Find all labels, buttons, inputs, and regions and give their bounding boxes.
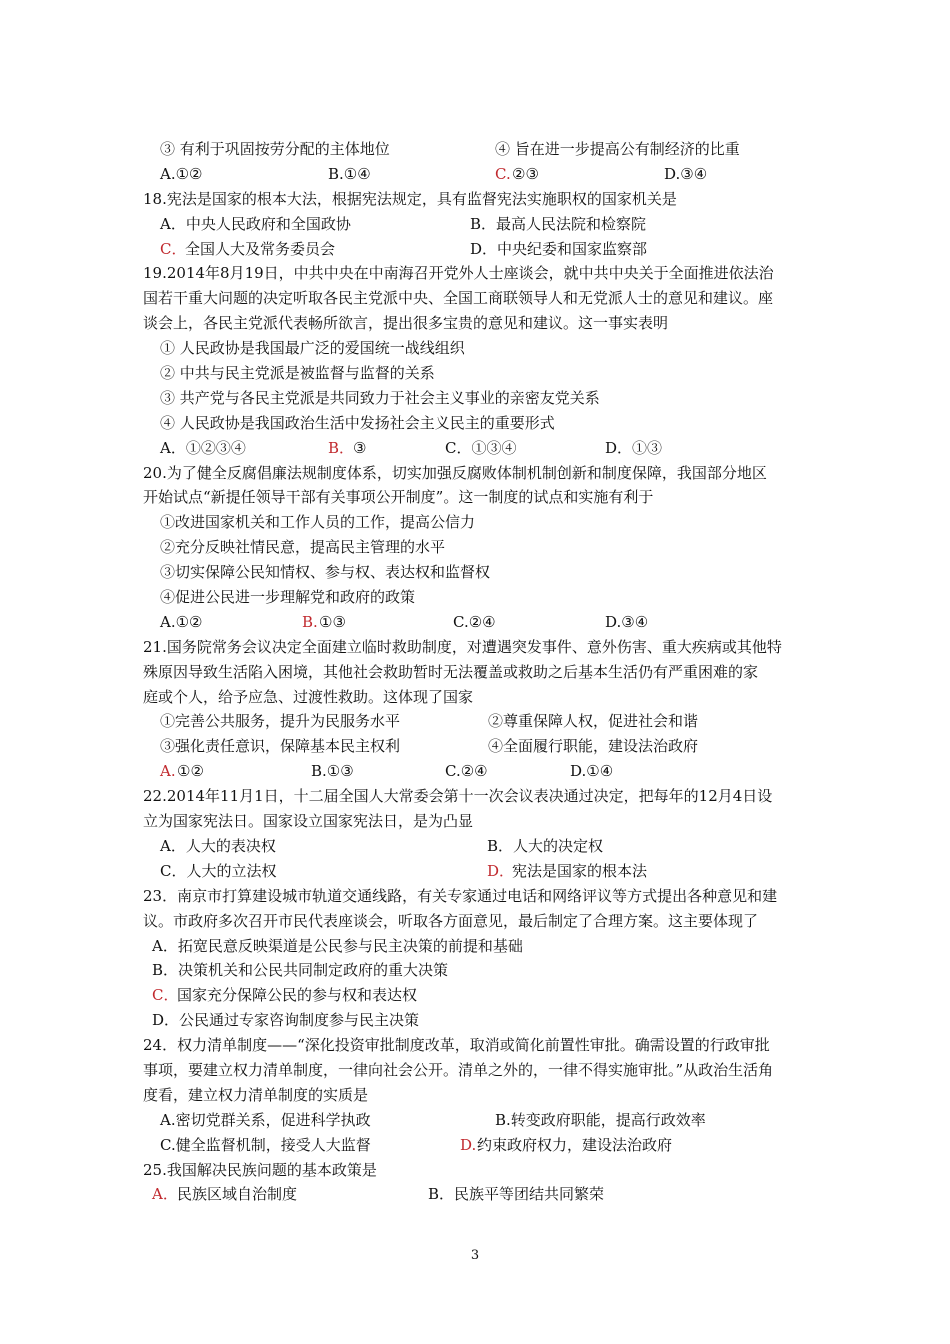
text-line — [0, 187, 950, 212]
text-line — [0, 859, 950, 884]
text-segment: A．①②③④ — [160, 438, 246, 457]
text-line — [0, 685, 950, 710]
text-segment: 21.国务院常务会议决定全面建立临时救助制度，对遭遇突发事件、意外伤害、重大疾病或其他特 — [143, 637, 782, 656]
text-line — [0, 1133, 950, 1158]
text-segment: 立为国家宪法日。国家设立国家宪法日，是为凸显 — [143, 812, 474, 831]
text-line — [0, 958, 950, 983]
page-number: 3 — [470, 1248, 480, 1263]
text-segment: 宪法是国家的根本法 — [512, 861, 648, 880]
text-segment: C.健全监督机制，接受人大监督 — [160, 1135, 371, 1154]
text-line — [0, 137, 950, 162]
text-segment: 国家充分保障公民的参与权和表达权 — [177, 986, 418, 1005]
text-segment: D.①④ — [570, 762, 614, 781]
text-segment: ①② — [177, 762, 204, 781]
text-segment: 度看，建立权力清单制度的实质是 — [143, 1085, 369, 1104]
text-segment: 国若干重大问题的决定听取各民主党派中央、全国工商联领导人和无党派人士的意见和建议。座 — [143, 289, 774, 308]
text-segment: ④促进公民进一步理解党和政府的政策 — [160, 588, 416, 607]
text-line — [0, 660, 950, 685]
answer-marker: D． — [487, 861, 515, 880]
text-line — [0, 834, 950, 859]
text-segment: A.①② — [160, 612, 203, 631]
text-segment: D．中央纪委和国家监察部 — [470, 239, 648, 258]
text-segment: ②充分反映社情民意，提高民主管理的水平 — [160, 538, 446, 557]
text-segment: ③ 有利于巩固按劳分配的主体地位 — [160, 140, 390, 158]
text-line — [0, 1058, 950, 1083]
text-segment: 庭或个人，给予应急、过渡性救助。这体现了国家 — [143, 687, 474, 706]
text-segment: B．最高人民法院和检察院 — [470, 214, 647, 233]
text-segment: 20.为了健全反腐倡廉法规制度体系，切实加强反腐败体制机制创新和制度保障，我国部分地区 — [143, 463, 767, 482]
text-line — [0, 635, 950, 660]
text-line — [0, 286, 950, 311]
text-line — [0, 1008, 950, 1033]
text-segment: ①完善公共服务，提升为民服务水平 — [160, 712, 401, 731]
text-line — [0, 311, 950, 336]
text-line — [0, 1108, 950, 1133]
text-segment: B.①③ — [311, 762, 354, 781]
text-segment: ①改进国家机关和工作人员的工作，提高公信力 — [160, 513, 476, 532]
text-line — [0, 336, 950, 361]
text-line — [0, 809, 950, 834]
text-segment: B．决策机关和公民共同制定政府的重大决策 — [152, 961, 449, 980]
text-segment: C．①③④ — [445, 438, 517, 457]
text-line — [0, 610, 950, 635]
text-segment: B．人大的决定权 — [487, 836, 604, 855]
text-segment: 22.2014年11月1日，十二届全国人大常委会第十一次会议表决通过决定，把每年的12月4日设 — [143, 787, 773, 806]
text-line — [0, 1182, 950, 1207]
text-segment: ④全面履行职能，建设法治政府 — [488, 737, 699, 756]
text-segment: A.密切党群关系，促进科学执政 — [160, 1110, 371, 1129]
text-segment: 23．南京市打算建设城市轨道交通线路，有关专家通过电话和网络评议等方式提出各种意见和建 — [143, 886, 778, 905]
text-segment: 民族区域自治制度 — [177, 1185, 298, 1204]
text-line — [0, 934, 950, 959]
text-segment: 事项，要建立权力清单制度，一律向社会公开。清单之外的，一律不得实施审批。”从政治生活角 — [143, 1060, 774, 1079]
text-line — [0, 361, 950, 386]
answer-marker: A． — [152, 1185, 178, 1204]
text-line — [0, 261, 950, 286]
text-segment: ③强化责任意识，保障基本民主权利 — [160, 737, 401, 756]
text-line — [0, 909, 950, 934]
text-line — [0, 884, 950, 909]
text-segment: B.①④ — [328, 164, 371, 183]
answer-marker: B． — [328, 438, 355, 457]
text-segment: A．拓宽民意反映渠道是公民参与民主决策的前提和基础 — [152, 936, 523, 955]
text-segment: ①③ — [319, 612, 346, 631]
text-line — [0, 709, 950, 734]
text-segment: ④ 人民政协是我国政治生活中发扬社会主义民主的重要形式 — [160, 413, 555, 432]
text-segment: ③ — [353, 438, 367, 457]
text-segment: ③ 共产党与各民主党派是共同致力于社会主义事业的亲密友党关系 — [160, 388, 600, 407]
answer-marker: A. — [160, 762, 176, 781]
text-segment: D．①③ — [605, 438, 663, 457]
text-line — [0, 560, 950, 585]
text-segment: C.②④ — [445, 762, 488, 781]
text-line — [0, 485, 950, 510]
text-line — [0, 1033, 950, 1058]
text-line — [0, 461, 950, 486]
text-segment: A.①② — [160, 164, 203, 183]
answer-marker: D. — [460, 1135, 477, 1154]
text-segment: 全国人大及常务委员会 — [185, 239, 336, 258]
text-segment: ② 中共与民主党派是被监督与监督的关系 — [160, 364, 435, 383]
text-line — [0, 436, 950, 461]
text-line — [0, 386, 950, 411]
text-segment: 25.我国解决民族问题的基本政策是 — [143, 1160, 377, 1179]
text-line — [0, 983, 950, 1008]
text-segment: B．民族平等团结共同繁荣 — [428, 1185, 605, 1204]
text-line — [0, 1158, 950, 1183]
text-segment: ②③ — [512, 164, 539, 183]
text-segment: 18.宪法是国家的根本大法，根据宪法规定，具有监督宪法实施职权的国家机关是 — [143, 189, 677, 208]
text-segment: 约束政府权力，建设法治政府 — [477, 1135, 673, 1154]
text-line — [0, 734, 950, 759]
text-line — [0, 162, 950, 187]
text-segment: A．中央人民政府和全国政协 — [160, 214, 351, 233]
answer-marker: C． — [160, 239, 187, 258]
text-segment: ④ 旨在进一步提高公有制经济的比重 — [495, 140, 740, 158]
text-line — [0, 411, 950, 436]
text-segment: 19.2014年8月19日，中共中央在中南海召开党外人士座谈会，就中共中央关于全面推进依法治 — [143, 264, 774, 283]
text-segment: 谈会上，各民主党派代表畅所欲言，提出很多宝贵的意见和建议。这一事实表明 — [143, 314, 669, 333]
answer-marker: C． — [152, 986, 179, 1005]
text-line — [0, 759, 950, 784]
text-line — [0, 535, 950, 560]
text-line — [0, 212, 950, 237]
answer-marker: C. — [495, 164, 511, 183]
text-segment: B.转变政府职能，提高行政效率 — [495, 1110, 706, 1129]
text-segment: D.③④ — [605, 612, 649, 631]
text-segment: D.③④ — [664, 164, 708, 183]
text-segment: ③切实保障公民知情权、参与权、表达权和监督权 — [160, 563, 491, 582]
text-segment: 24．权力清单制度——“深化投资审批制度改革，取消或简化前置性审批。确需设置的行政审批 — [143, 1036, 770, 1055]
text-line — [0, 1083, 950, 1108]
text-line — [0, 510, 950, 535]
text-line — [0, 585, 950, 610]
answer-marker: B. — [302, 612, 318, 631]
text-segment: ②尊重保障人权，促进社会和谐 — [488, 712, 699, 731]
text-line — [0, 784, 950, 809]
text-segment: ① 人民政协是我国最广泛的爱国统一战线组织 — [160, 339, 465, 358]
text-segment: C．人大的立法权 — [160, 861, 277, 880]
text-segment: 殊原因导致生活陷入困境，其他社会救助暂时无法覆盖或救助之后基本生活仍有严重困难的家 — [143, 662, 759, 681]
text-segment: 议。市政府多次召开市民代表座谈会，听取各方面意见，最后制定了合理方案。这主要体现了 — [143, 911, 759, 930]
text-segment: D．公民通过专家咨询制度参与民主决策 — [152, 1011, 420, 1030]
text-line — [0, 237, 950, 262]
page-content — [0, 137, 950, 1207]
text-segment: A．人大的表决权 — [160, 836, 276, 855]
text-segment: 开始试点“新提任领导干部有关事项公开制度”。这一制度的试点和实施有利于 — [143, 488, 654, 507]
text-segment: C.②④ — [453, 612, 496, 631]
